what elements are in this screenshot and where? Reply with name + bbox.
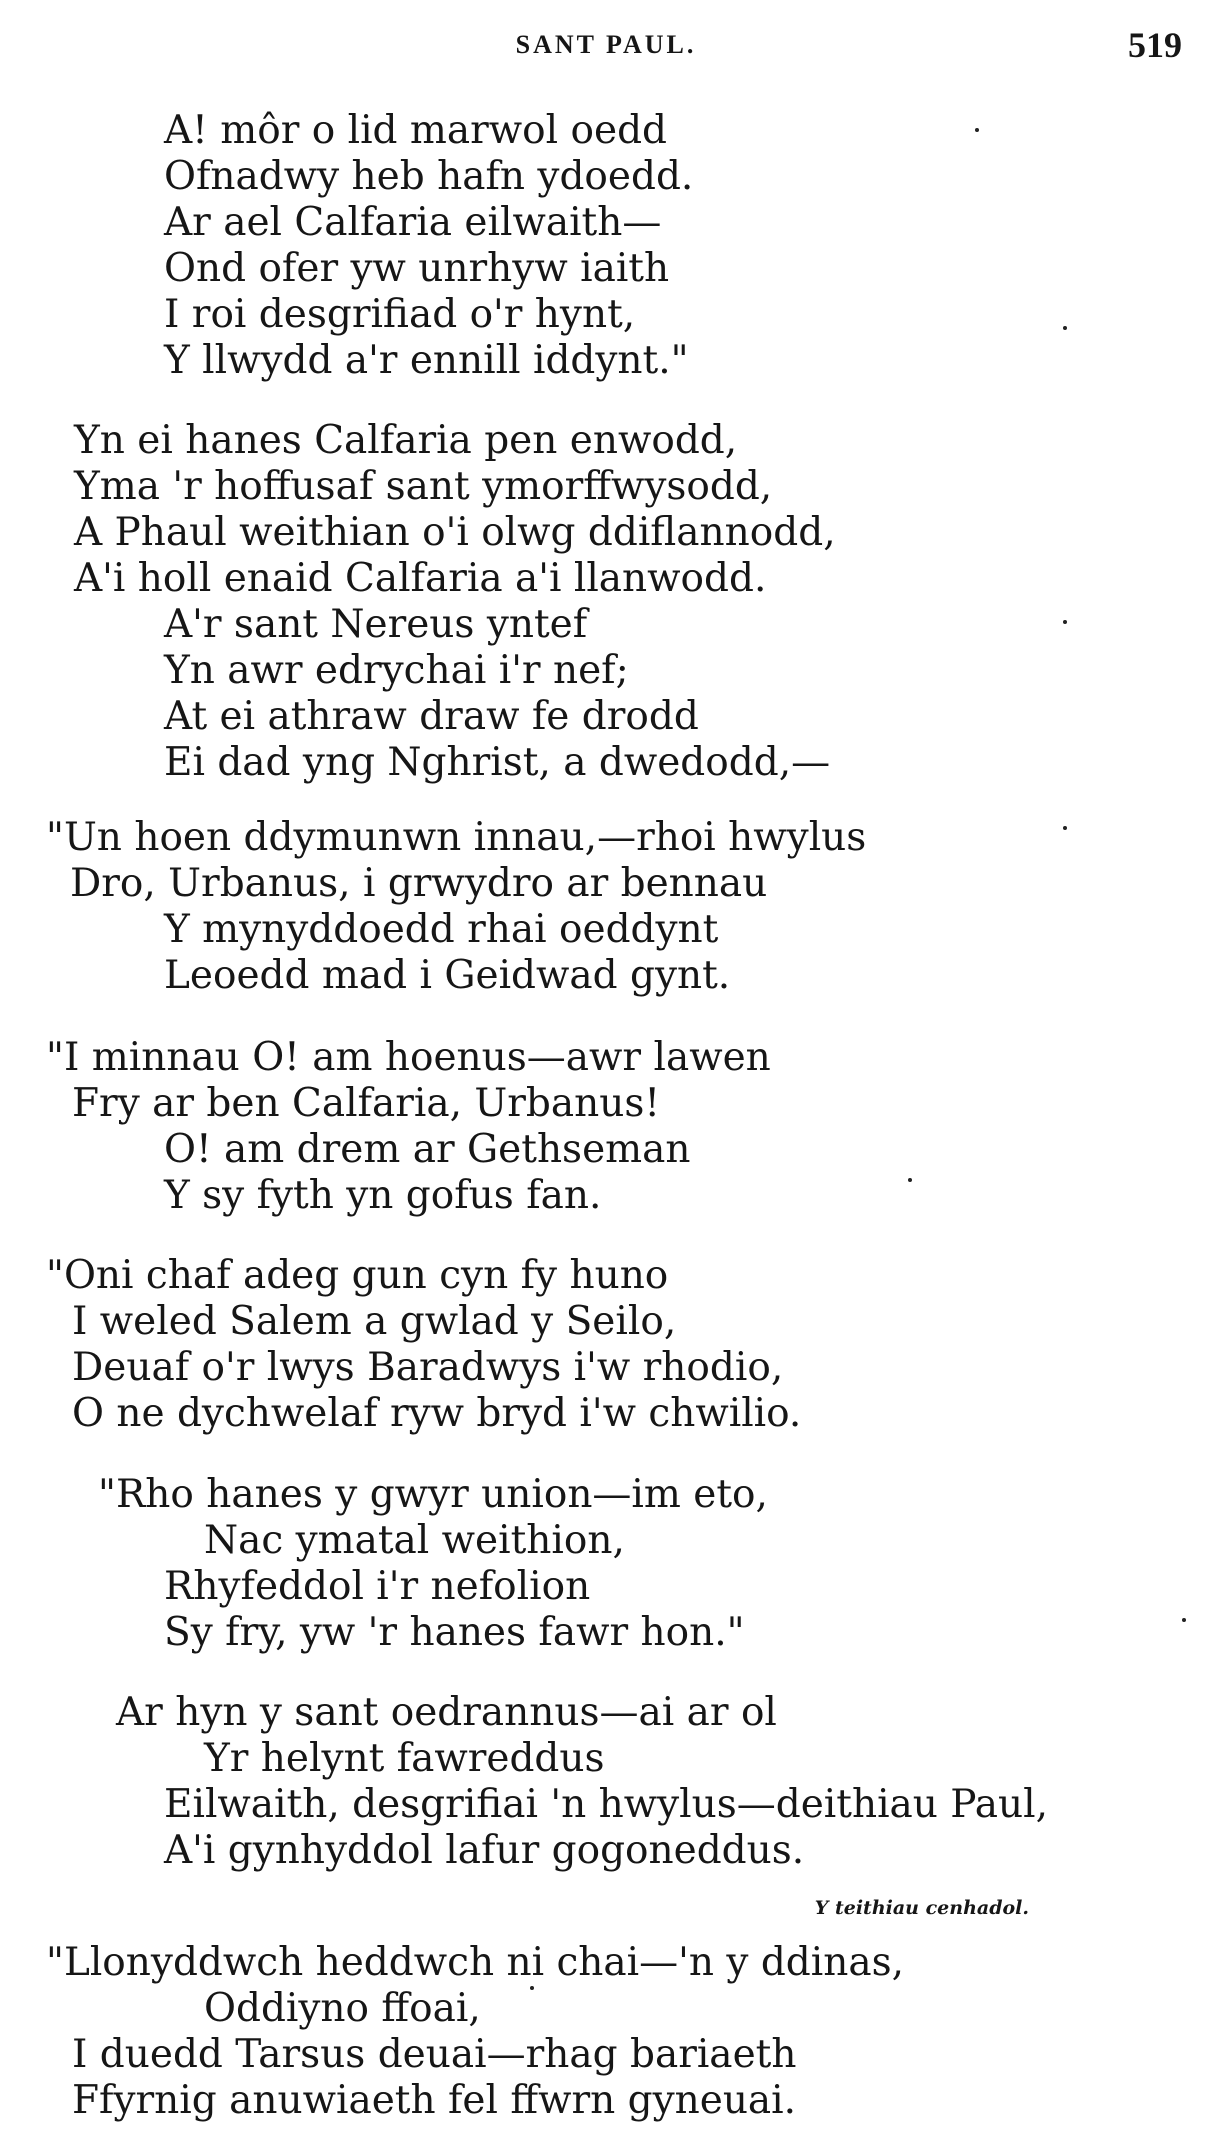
verse-line: Yn ei hanes Calfaria pen enwodd, bbox=[74, 418, 738, 463]
verse-line: Ofnadwy heb hafn ydoedd. bbox=[164, 154, 694, 199]
verse-line: Eilwaith, desgrifiai 'n hwylus—deithiau Paul, bbox=[164, 1782, 1049, 1827]
stanza-6 bbox=[0, 1472, 1180, 1656]
print-speck bbox=[1063, 826, 1067, 830]
verse-line: At ei athraw draw fe drodd bbox=[164, 694, 699, 739]
verse-line: "Rho hanes y gwyr union—im eto, bbox=[98, 1472, 768, 1517]
stanza-2 bbox=[0, 418, 1180, 786]
verse-line: Ar ael Calfaria eilwaith— bbox=[164, 200, 662, 245]
verse-line: I roi desgrifiad o'r hynt, bbox=[164, 292, 636, 337]
verse-line: Yn awr edrychai i'r nef; bbox=[164, 648, 629, 693]
print-speck bbox=[1063, 326, 1067, 330]
stanza-3 bbox=[0, 815, 1180, 999]
verse-line: "Oni chaf adeg gun cyn fy huno bbox=[46, 1253, 669, 1298]
verse-line: O ne dychwelaf ryw bryd i'w chwilio. bbox=[72, 1391, 802, 1436]
stanza-5 bbox=[0, 1253, 1180, 1437]
stanza-4 bbox=[0, 1035, 1180, 1219]
stanza-1 bbox=[0, 108, 1180, 384]
verse-line: Leoedd mad i Geidwad gynt. bbox=[164, 953, 731, 998]
stanza-8 bbox=[0, 1940, 1180, 2124]
verse-line: "Llonyddwch heddwch ni chai—'n y ddinas, bbox=[46, 1940, 904, 1985]
verse-line: Ar hyn y sant oedrannus—ai ar ol bbox=[116, 1690, 777, 1735]
verse-line: A'i gynhyddol lafur gogoneddus. bbox=[164, 1828, 805, 1873]
verse-line: Yr helynt fawreddus bbox=[204, 1736, 605, 1781]
print-speck bbox=[530, 1986, 534, 1990]
print-speck bbox=[908, 1178, 912, 1182]
verse-line: Deuaf o'r lwys Baradwys i'w rhodio, bbox=[72, 1345, 784, 1390]
running-head: SANT PAUL. bbox=[515, 30, 697, 59]
print-speck bbox=[975, 128, 979, 132]
verse-line: Ffyrnig anuwiaeth fel ffwrn gyneuai. bbox=[72, 2078, 797, 2123]
verse-line: Sy fry, yw 'r hanes fawr hon." bbox=[164, 1610, 745, 1655]
verse-line: Y mynyddoedd rhai oeddynt bbox=[164, 907, 719, 952]
verse-line: A Phaul weithian o'i olwg ddiflannodd, bbox=[74, 510, 836, 555]
verse-line: Y sy fyth yn gofus fan. bbox=[164, 1173, 602, 1218]
verse-line: "Un hoen ddymunwn innau,—rhoi hwylus bbox=[46, 815, 867, 860]
verse-line: Rhyfeddol i'r nefolion bbox=[164, 1564, 591, 1609]
verse-line: A'i holl enaid Calfaria a'i llanwodd. bbox=[74, 556, 767, 601]
verse-line: Yma 'r hoffusaf sant ymorffwysodd, bbox=[74, 464, 773, 509]
verse-line: A'r sant Nereus yntef bbox=[164, 602, 588, 647]
page-number: 519 bbox=[1128, 25, 1182, 65]
verse-line: "I minnau O! am hoenus—awr lawen bbox=[46, 1035, 771, 1080]
verse-line: I weled Salem a gwlad y Seilo, bbox=[72, 1299, 677, 1344]
verse-line: Nac ymatal weithion, bbox=[204, 1518, 625, 1563]
stanza-7 bbox=[0, 1690, 1180, 1874]
print-speck bbox=[1182, 1618, 1186, 1622]
verse-line: Ond ofer yw unrhyw iaith bbox=[164, 246, 670, 291]
print-speck bbox=[1063, 620, 1067, 624]
marginal-note: Y teithiau cenhadol. bbox=[814, 1897, 1029, 1919]
verse-line: Oddiyno ffoai, bbox=[204, 1986, 481, 2031]
verse-line: Fry ar ben Calfaria, Urbanus! bbox=[72, 1081, 661, 1126]
verse-line: Ei dad yng Nghrist, a dwedodd,— bbox=[164, 740, 831, 785]
verse-line: O! am drem ar Gethseman bbox=[164, 1127, 691, 1172]
verse-line: A! môr o lid marwol oedd bbox=[164, 108, 668, 153]
verse-line: Dro, Urbanus, i grwydro ar bennau bbox=[70, 861, 768, 906]
verse-line: I duedd Tarsus deuai—rhag bariaeth bbox=[72, 2032, 797, 2077]
verse-line: Y llwydd a'r ennill iddynt." bbox=[164, 338, 689, 383]
